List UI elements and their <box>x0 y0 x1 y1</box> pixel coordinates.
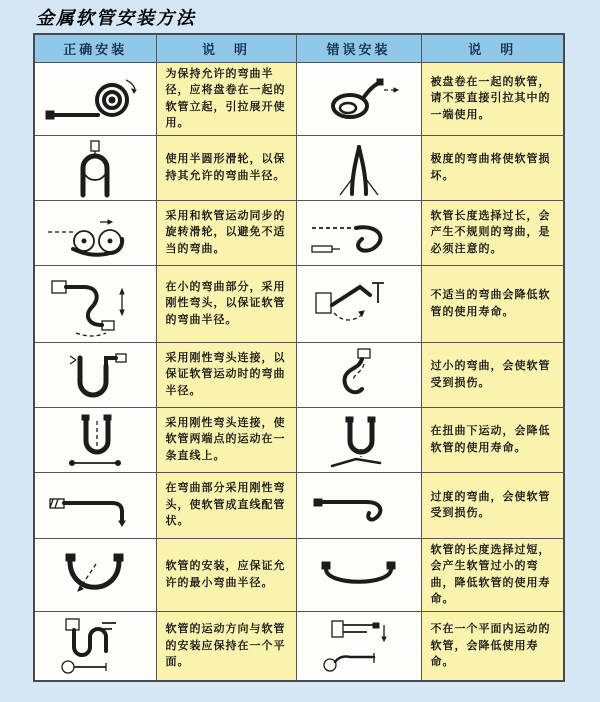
table-row <box>34 265 564 342</box>
wrong-note: 在扭曲下运动，会降低软管的使用寿命。 <box>421 407 564 472</box>
correct-note: 在小的弯曲部分，采用刚性弯头，以保证软管的弯曲半径。 <box>156 265 296 342</box>
wrong-note: 不在一个平面内运动的软管，会降低使用寿命。 <box>421 611 564 681</box>
improper-bend-between-fittings-icon <box>304 269 414 339</box>
wrong-illustration-cell <box>296 62 421 135</box>
table-row <box>34 611 564 681</box>
correct-illustration-cell <box>34 472 156 538</box>
table-row <box>34 407 564 472</box>
table-row <box>34 342 564 407</box>
correct-illustration-cell <box>34 265 156 342</box>
too-short-hose-shallow-bend-icon <box>304 544 414 606</box>
wrong-illustration-cell <box>296 472 421 538</box>
correct-illustration-cell <box>34 538 156 611</box>
coiled-hose-pulled-from-one-end-icon <box>304 68 414 130</box>
wrong-illustration-cell <box>296 538 421 611</box>
hose-moving-under-twist-icon <box>304 409 414 471</box>
wrong-illustration-cell <box>296 265 421 342</box>
correct-note: 使用半圆形滑轮，以保持其允许的弯曲半径。 <box>156 135 296 200</box>
correct-illustration-cell <box>34 611 156 681</box>
wrong-note: 被盘卷在一起的软管，请不要直接引拉其中的一端使用。 <box>421 62 564 135</box>
hose-on-synchronized-rotating-pulleys-icon <box>40 202 150 264</box>
wrong-illustration-cell <box>296 200 421 265</box>
wrong-note: 不适当的弯曲会降低软管的使用寿命。 <box>421 265 564 342</box>
u-hose-endpoints-on-straight-line-icon <box>40 409 150 471</box>
correct-note: 采用刚性弯头连接，使软管两端点的运动在一条直线上。 <box>156 407 296 472</box>
wrong-illustration-cell <box>296 135 421 200</box>
table-row <box>34 62 564 135</box>
wrong-note: 过度的弯曲，会使软管受到损伤。 <box>421 472 564 538</box>
table-row <box>34 135 564 200</box>
page-title: 金属软管安装方法 <box>36 8 196 28</box>
correct-note: 为保持允许的弯曲半径，应将盘卷在一起的软管立起，引拉展开使用。 <box>156 62 296 135</box>
correct-illustration-cell <box>34 62 156 135</box>
coiled-hose-stood-upright-icon <box>40 68 150 130</box>
straight-hose-with-rigid-elbow-icon <box>40 474 150 536</box>
too-small-bend-hose-icon <box>304 344 414 406</box>
wrong-illustration-cell <box>296 407 421 472</box>
wrong-note: 软管的长度选择过短，会产生软管过小的弯曲，降低软管的使用寿命。 <box>421 538 564 611</box>
installation-table <box>33 33 565 682</box>
correct-illustration-cell <box>34 407 156 472</box>
header-note-1: 说 明 <box>156 34 296 62</box>
wrong-note: 过小的弯曲，会使软管受到损伤。 <box>421 342 564 407</box>
correct-illustration-cell <box>34 135 156 200</box>
table-row <box>34 538 564 611</box>
wrong-illustration-cell <box>296 611 421 681</box>
wrong-note: 软管长度选择过长，会产生不规则的弯曲，是必须注意的。 <box>421 200 564 265</box>
header-wrong-install: 错误安装 <box>296 34 421 62</box>
correct-note: 在弯曲部分采用刚性弯头，使软管成直线配管状。 <box>156 472 296 538</box>
correct-illustration-cell <box>34 342 156 407</box>
u-hose-with-rigid-elbow-connection-icon <box>40 344 150 406</box>
table-row <box>34 472 564 538</box>
hose-motion-out-of-plane-icon <box>304 613 414 679</box>
wrong-note: 极度的弯曲将使软管损坏。 <box>421 135 564 200</box>
rigid-elbow-at-small-bend-icon <box>40 269 150 339</box>
hose-over-semicircular-pulley-icon <box>40 137 150 199</box>
correct-note: 软管的安装，应保证允许的最小弯曲半径。 <box>156 538 296 611</box>
correct-note: 采用和软管运动同步的旋转滑轮，以避免不适当的弯曲。 <box>156 200 296 265</box>
over-bent-hose-end-icon <box>304 474 414 536</box>
over-long-hose-irregular-bend-icon <box>304 202 414 264</box>
wide-u-minimum-bend-radius-icon <box>40 544 150 606</box>
extremely-bent-hose-icon <box>304 137 414 199</box>
header-note-2: 说 明 <box>421 34 564 62</box>
wrong-illustration-cell <box>296 342 421 407</box>
header-row <box>34 34 564 62</box>
header-correct-install: 正确安装 <box>34 34 156 62</box>
correct-illustration-cell <box>34 200 156 265</box>
hose-motion-in-one-plane-icon <box>40 613 150 679</box>
correct-note: 采用刚性弯头连接，以保证软管运动时的弯曲半径。 <box>156 342 296 407</box>
correct-note: 软管的运动方向与软管的安装应保持在一个平面。 <box>156 611 296 681</box>
table-row <box>34 200 564 265</box>
